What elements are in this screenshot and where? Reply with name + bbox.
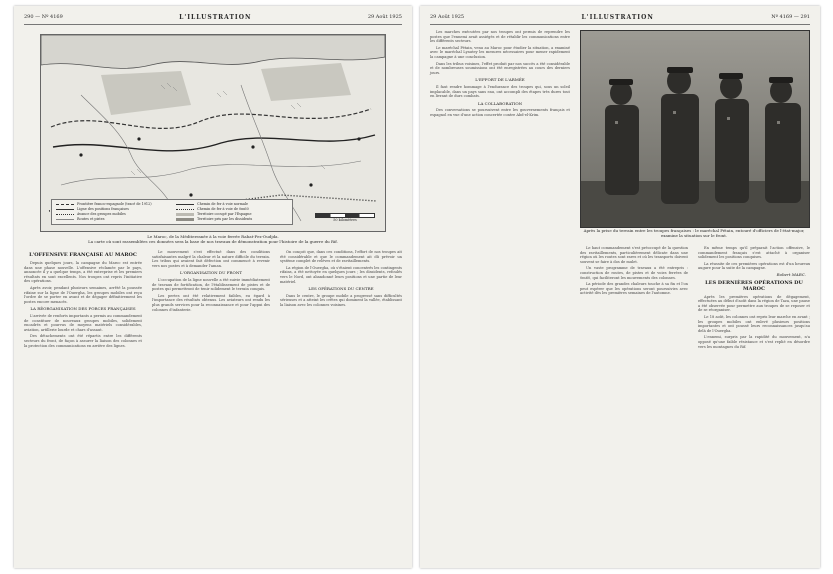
- river: [61, 161, 361, 185]
- map-legend: [51, 199, 293, 225]
- header-rule: [24, 24, 402, 25]
- sub-heading: LA COLLABORATION: [477, 100, 523, 106]
- legend-entry: Territoire pris par les dissidents: [176, 217, 252, 221]
- front-line: [53, 135, 375, 151]
- frontier-line: [51, 109, 371, 128]
- text-column-2: [580, 246, 688, 562]
- article-title: L'OFFENSIVE FRANÇAISE AU MAROC: [29, 252, 137, 258]
- text-column-2: [152, 250, 270, 564]
- paragraph: Le 18 août, les colonnes ont repris leur marche en avant ; les groupes mobiles ont enlevé plusieurs positions importantes et ont poussé leurs reconnaissances jusqu'au delà de l'Ouergha.: [698, 314, 810, 333]
- page-header: [430, 12, 810, 22]
- header-rule: [430, 24, 810, 25]
- sub-heading: L'ORGANISATION DU FRONT: [179, 270, 242, 276]
- town-marker: [357, 137, 360, 140]
- sea-area: [41, 35, 385, 68]
- text-column-3: [280, 250, 402, 564]
- map-scale: [315, 213, 375, 223]
- town-marker: [137, 137, 140, 140]
- paragraph: Le mouvement s'est effectué dans des conditions satisfaisantes malgré la chaleur et la nature difficile du terrain. Les tribus qui avaient fait défection ont commencé à revenir vers nos postes et à demander l'aman.: [152, 250, 270, 268]
- photo-caption: [580, 228, 808, 239]
- paragraph: Des détachements ont été répartis entre les différents secteurs du front, de façon à assurer la liaison des colonnes et la protection des communications en arrière des lignes.: [24, 334, 142, 348]
- paragraph: Le haut commandement s'est préoccupé de la question des ravitaillements, particulièrement délicate dans une région où les routes sont rares et où les transports doivent souvent se faire à dos de mulet.: [580, 246, 688, 264]
- legend-entry: Avance des groupes mobiles: [56, 212, 126, 216]
- issue-date: 29 Août 1925: [430, 14, 465, 20]
- journal-title: L'ILLUSTRATION: [581, 13, 654, 21]
- page-number: 290 — Nº 4169: [24, 14, 63, 20]
- occupied-zone: [101, 71, 191, 115]
- author-signature: Robert MARC.: [776, 271, 806, 277]
- issue-date: 29 Août 1925: [367, 14, 402, 20]
- town-marker: [309, 183, 312, 186]
- text-column-1: [430, 30, 570, 360]
- legend-entry: Territoire occupé par l'Espagne: [176, 212, 251, 216]
- legend-entry: Ligne des positions françaises: [56, 207, 129, 211]
- paragraph: Après avoir, pendant plusieurs semaines, arrêté la poussée rifaine sur la ligne de l'Ouergha, les groupes mobiles ont reçu l'ordre de se porter en avant et de dégager définitivement les postes encore menacés.: [24, 285, 142, 304]
- sub-heading: L'EFFORT DE L'ARMÉE: [475, 77, 525, 83]
- legend-entry: Frontière franco-espagnole (tracé de 1912): [56, 202, 152, 206]
- legend-entry: Chemin de fer à voie normale: [176, 202, 248, 206]
- article-title: LES DERNIÈRES OPÉRATIONS DU MAROC: [705, 279, 803, 292]
- caption-line: La carte où sont rassemblées ces données sera la base de nos travaux de démonstration pour l'histoire de la guerre du Rif.: [88, 239, 338, 245]
- legend-entry: Routes et pistes: [56, 217, 105, 221]
- page-header: [24, 12, 402, 22]
- paragraph: Dans le centre, le groupe mobile a progressé sans difficultés sérieuses et a atteint les crêtes qui dominent la vallée, établissant la liaison avec les colonnes voisines.: [280, 293, 402, 307]
- map-caption: [38, 234, 388, 245]
- paragraph: La réussite de ces premières opérations est d'un heureux augure pour la suite de la campagne.: [698, 261, 810, 271]
- paragraph: La région de l'Ouergha, où s'étaient concentrés les contingents rifains, a été nettoyée en quelques jours ; les dissidents, refoulés vers le Nord, ont abandonné leurs positions et une partie de leur matériel.: [280, 265, 402, 284]
- right-page: [420, 6, 820, 568]
- town-marker: [189, 193, 192, 196]
- campaign-map: [40, 34, 386, 232]
- paragraph: Les marches exécutées par nos troupes ont permis de reprendre les postes que l'ennemi avait assiégés et de rétablir les communications entre les différents secteurs.: [430, 30, 570, 44]
- paragraph: Le maréchal Pétain, venu au Maroc pour étudier la situation, a examiné avec le maréchal Lyautey les mesures nécessaires pour mener rapidement la campagne à une conclusion.: [430, 45, 570, 59]
- caption-line: Après la prise du terrain entre les troupes françaises : le maréchal Pétain, entouré d'officiers de l'état-major, examine la situation sur le front.: [583, 228, 805, 239]
- journal-title: L'ILLUSTRATION: [179, 13, 252, 21]
- sub-heading: LES OPÉRATIONS DU CENTRE: [308, 286, 374, 292]
- paragraph: L'ennemi, surpris par la rapidité du mouvement, n'a opposé qu'une faible résistance et s'est replié en désordre vers les montagnes du Rif.: [698, 335, 810, 349]
- text-column-1: [24, 250, 142, 564]
- paragraph: Des conversations se poursuivent entre les gouvernements français et espagnol en vue d'une action concertée contre Abd-el-Krim.: [430, 108, 570, 117]
- left-page: [14, 6, 412, 568]
- paragraph: Les pertes ont été relativement faibles, eu égard à l'importance des résultats obtenus. Les aviateurs ont rendu les plus grands services pour la reconnaissance et pour l'appui des colonnes d'infanterie.: [152, 293, 270, 312]
- paragraph: Il faut rendre hommage à l'endurance des troupes qui, sous un soleil implacable, dans un pays sans eau, ont accompli des étapes très dures tout en livrant de durs combats.: [430, 84, 570, 99]
- town-marker: [251, 145, 254, 148]
- paragraph: On conçoit que, dans ces conditions, l'effort de nos troupes ait été considérable et que le commandement ait dû prévoir un système complet de relèves et de ravitaillements.: [280, 250, 402, 264]
- scale-label: 50 kilomètres: [333, 218, 357, 222]
- caption-line: Le Maroc, de la Méditerranée à la voie ferrée Rabat-Fez-Oudjda.: [147, 234, 279, 239]
- paragraph: La période des grandes chaleurs touche à sa fin et l'on peut espérer que les opérations seront poursuivies avec activité dès les premières semaines de l'automne.: [580, 282, 688, 296]
- text-column-3: [698, 246, 810, 562]
- paragraph: Un vaste programme de travaux a été entrepris : construction de routes, de pistes et de voies ferrées de 0m60, qui faciliteront les mouvements des colonnes.: [580, 266, 688, 280]
- paragraph: Après les premières opérations de dégagement, effectuées au début d'août dans la région de Taza, une pause a été observée pour permettre aux troupes de se reposer et de se réorganiser.: [698, 294, 810, 313]
- paragraph: Depuis quelques jours, la campagne du Maroc est entrée dans une phase nouvelle. L'offensive réclamée par le pays, annoncée il y a quelque temps, a été entreprise et les premiers résultats en sont excellents. Nos troupes ont repris l'initiative des opérations.: [24, 261, 142, 284]
- page-number: Nº 4169 — 291: [771, 14, 810, 20]
- sub-heading: LA RÉORGANISATION DES FORCES FRANÇAISES: [30, 306, 136, 312]
- occupied-zone: [261, 63, 351, 101]
- paragraph: L'occupation de la ligne nouvelle a été suivie immédiatement de travaux de fortification, de l'établissement de pistes et de postes qui permettront de tenir solidement le terrain conquis.: [152, 277, 270, 292]
- legend-entry: Chemin de fer à voie de 0m60: [176, 207, 249, 211]
- photograph: [580, 30, 810, 228]
- paragraph: Dans les tribus voisines, l'effet produit par nos succès a été considérable et de nombreuses soumissions ont été enregistrées au cours des derniers jours.: [430, 61, 570, 75]
- photo-image: [581, 31, 809, 227]
- town-marker: [79, 153, 82, 156]
- paragraph: En même temps qu'il préparait l'action offensive, le commandement français s'est attaché à organiser solidement les positions conquises.: [698, 246, 810, 260]
- paragraph: L'arrivée de renforts importants a permis au commandement de constituer de nouveaux groupes mobiles, solidement encadrés et pourvus de moyens matériels considérables, aviation, artillerie lourde et chars d'assaut.: [24, 313, 142, 332]
